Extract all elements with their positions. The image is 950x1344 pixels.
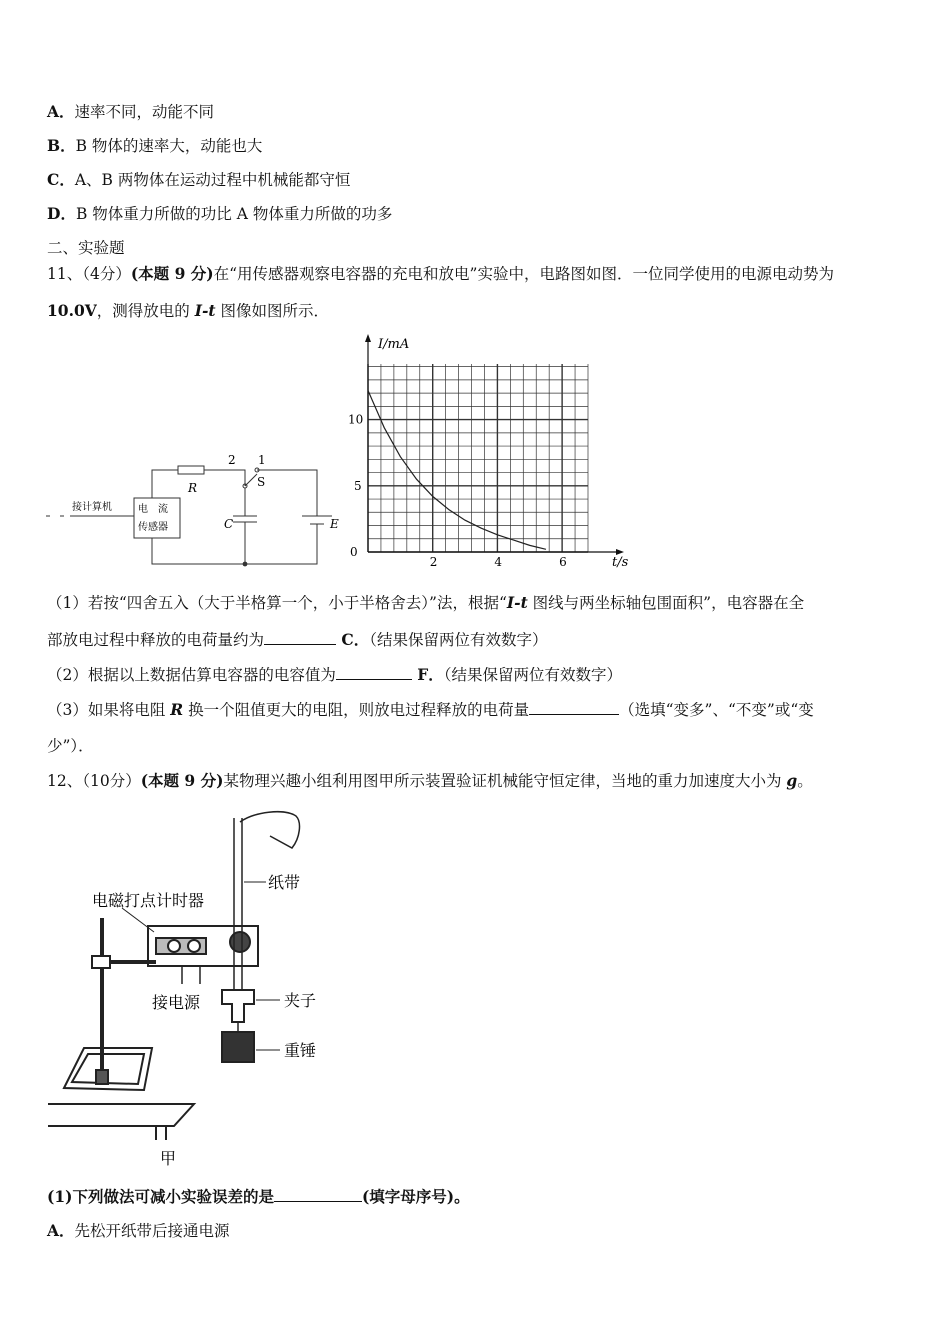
y-tick-label: 5: [354, 478, 362, 493]
capacitor-label: C: [224, 517, 234, 531]
x-axis-label: t/s: [612, 555, 629, 570]
q11-sub1-line2: 部放电过程中释放的电荷量约为 C．（结果保留两位有效数字）: [47, 630, 548, 649]
x-tick-label: 4: [494, 555, 503, 569]
q11-stem-line2: 10.0V，测得放电的 I-t 图像如图所示．: [47, 301, 329, 320]
answer-blank-2[interactable]: [336, 664, 412, 680]
clamp-label: 夹子: [284, 991, 317, 1010]
switch-pos-2: 2: [228, 453, 236, 467]
sensor-label-2: 传感器: [138, 522, 168, 533]
y-axis-arrow: [365, 334, 371, 342]
option-a: A．速率不同，动能不同: [47, 102, 215, 121]
section-title: 二、实验题: [47, 239, 125, 257]
resistor: [178, 466, 204, 474]
option-b: B．B 物体的速率大，动能也大: [47, 136, 263, 155]
power-label: 接电源: [152, 993, 201, 1012]
figure-caption: 甲: [160, 1149, 177, 1168]
emf-label: E: [330, 517, 339, 531]
clamp: [222, 990, 254, 1022]
answer-blank-4[interactable]: [274, 1186, 362, 1202]
x-tick-label: 2: [429, 555, 438, 569]
hand: [240, 812, 299, 848]
tape-label: 纸带: [268, 873, 301, 892]
q11-stem-line1: 11、（4分）(本题 9 分)在“用传感器观察电容器的充电和放电”实验中，电路图如图．一位同学使用的电源电动势为: [47, 264, 834, 283]
switch-pos-1: 1: [258, 453, 266, 467]
origin-label: 0: [350, 545, 358, 559]
q12-stem: 12、（10分）(本题 9 分)某物理兴趣小组利用图甲所示装置验证机械能守恒定律，当地的重力加速度大小为 g。: [47, 771, 813, 790]
option-c: C．A、B 两物体在运动过程中机械能都守恒: [47, 170, 351, 189]
y-tick-label: 10: [348, 412, 364, 427]
circuit-diagram: [40, 440, 360, 580]
apparatus-figure: [44, 808, 364, 1174]
weight: [222, 1032, 254, 1062]
y-axis-label: I/mA: [378, 337, 410, 352]
q11-sub1-line1: （1）若按“四舍五入（大于半格算一个，小于半格舍去）”法，根据“I-t 图线与两坐标轴包围面积”，电容器在全: [47, 593, 805, 612]
answer-blank-3[interactable]: [529, 699, 619, 715]
q11-sub3-line2: 少”）．: [47, 737, 94, 755]
sensor-label-1: 电 流: [138, 504, 168, 515]
weight-label: 重锤: [284, 1041, 317, 1060]
q12-sub1: (1)下列做法可减小实验误差的是 (填字母序号)。: [47, 1187, 470, 1206]
timer-label: 电磁打点计时器: [92, 891, 205, 910]
x-tick-label: 6: [559, 555, 567, 569]
q11-sub2: （2）根据以上数据估算电容器的电容值为 F．（结果保留两位有效数字）: [47, 665, 623, 684]
option-d: D．B 物体重力所做的功比 A 物体重力所做的功多: [47, 204, 393, 223]
switch-lever: [245, 474, 257, 486]
q11-sub3-line1: （3）如果将电阻 R 换一个阻值更大的电阻，则放电过程释放的电荷量 （选填“变多”、“不变”或“变: [47, 700, 814, 719]
i-t-chart: [340, 332, 640, 576]
q12-option-a: A．先松开纸带后接通电源: [47, 1221, 230, 1240]
resistor-label: R: [188, 481, 198, 495]
answer-blank-1[interactable]: [264, 629, 336, 645]
table: [48, 1104, 194, 1126]
computer-label: 接计算机: [72, 502, 112, 513]
switch-label: S: [257, 475, 266, 489]
